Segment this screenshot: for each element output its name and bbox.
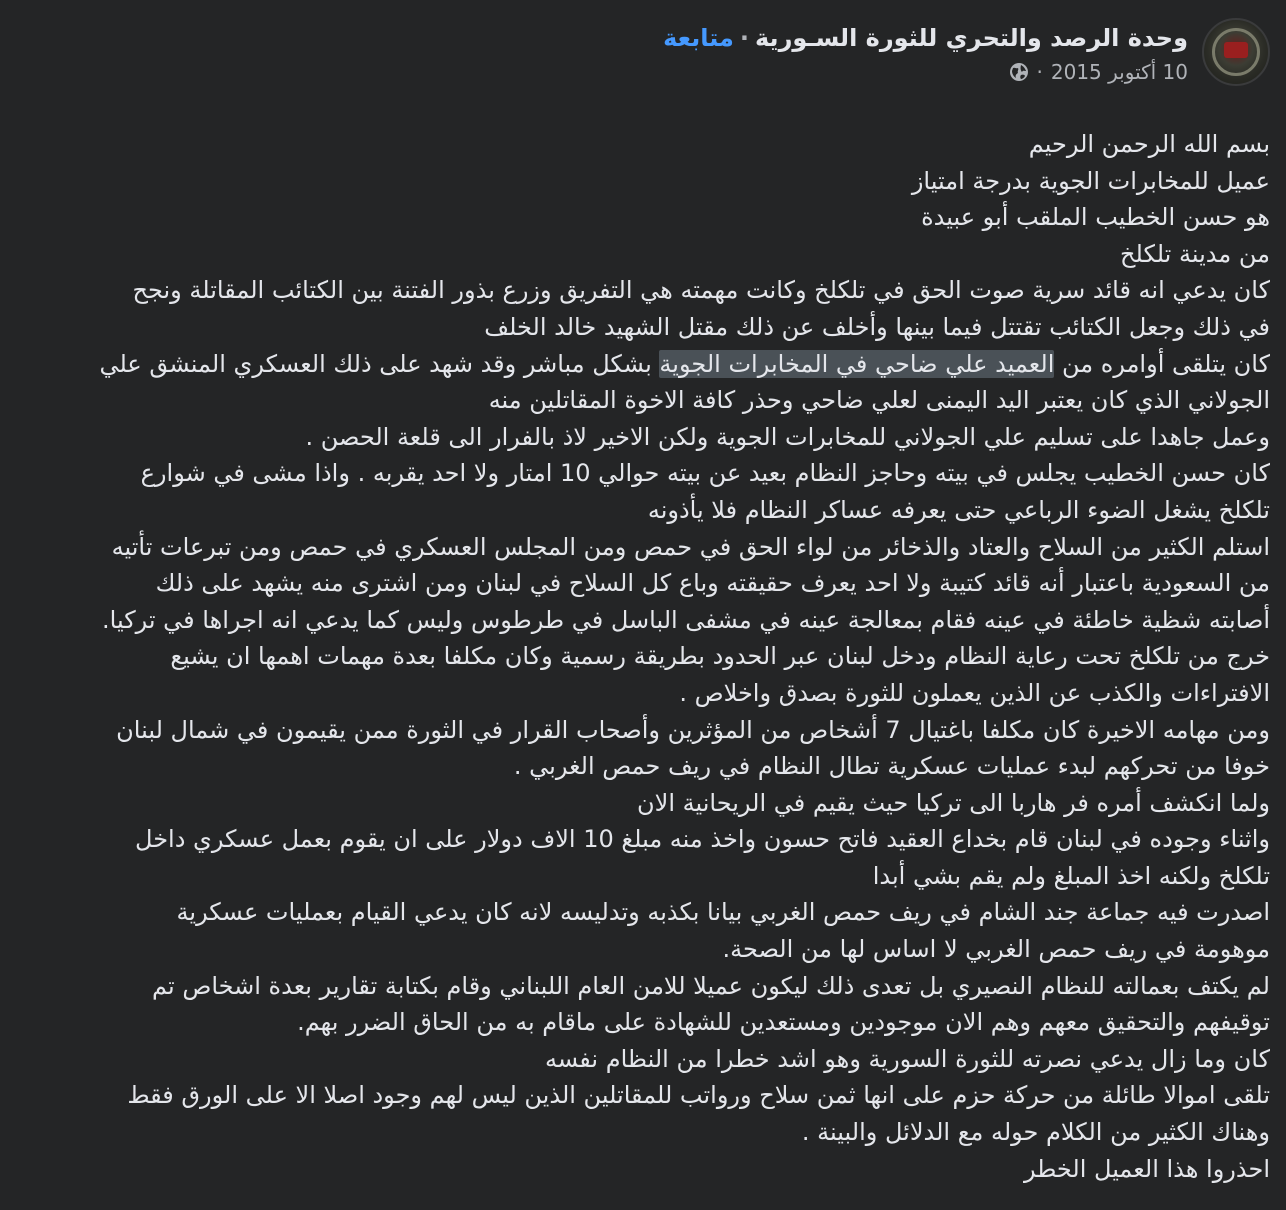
highlighted-text[interactable]: العميد علي ضاحي في المخابرات الجوية	[659, 349, 1055, 378]
post-text-line: واثناء وجوده في لبنان قام بخداع العقيد فاتح حسون واخذ منه مبلغ 10 الاف دولار على ان يقوم بعمل عسكري داخل	[135, 825, 1270, 854]
post-text-line: تلكلخ ولكنه اخذ المبلغ ولم يقم بشي أبدا	[872, 861, 1270, 890]
follow-button[interactable]: متابعة	[663, 24, 734, 52]
post-text-line: عميل للمخابرات الجوية بدرجة امتياز	[911, 166, 1270, 195]
post-text-line: هو حسن الخطيب الملقب أبو عبيدة	[921, 203, 1270, 232]
page-avatar[interactable]	[1202, 18, 1270, 86]
post-text-line: ولما انكشف أمره فر هاربا الى تركيا حيث يقيم في الريحانية الان	[637, 788, 1270, 817]
post-text-line: كان حسن الخطيب يجلس في بيته وحاجز النظام بعيد عن بيته حوالي 10 امتار ولا احد يقربه . واذا مشى في شوارع	[140, 459, 1270, 488]
post-text-line: تلكلخ يشغل الضوء الرباعي حتى يعرفه عساكر النظام فلا يأذونه	[647, 495, 1270, 524]
post-text-line: في ذلك وجعل الكتائب تقتتل فيما بينها وأخلف عن ذلك مقتل الشهيد خالد الخلف	[484, 312, 1270, 341]
line-text-after: بشكل مباشر وقد شهد على ذلك العسكري المنشق علي	[99, 349, 660, 378]
post-text-line: كان يدعي انه قائد سرية صوت الحق في تلكلخ وكانت مهمته هي التفريق وزرع بذور الفتنة بين الكتائب المقاتلة ونجح	[132, 276, 1270, 305]
post-meta	[663, 58, 1188, 86]
header-text	[663, 18, 1188, 86]
post-text-line: كان وما زال يدعي نصرته للثورة السورية وهو اشد خطرا من النظام نفسه	[545, 1044, 1270, 1073]
post-date[interactable]: 10 أكتوبر 2015	[1050, 60, 1188, 84]
post-text-line: وعمل جاهدا على تسليم علي الجولاني للمخابرات الجوية ولكن الاخير لاذ بالفرار الى قلعة الحصن .	[305, 422, 1270, 451]
post-text-line: الافتراءات والكذب عن الذين يعملون للثورة بصدق واخلاص .	[679, 678, 1270, 707]
avatar-emblem	[1224, 42, 1248, 58]
post-header	[16, 18, 1270, 90]
post-body	[30, 126, 1270, 1187]
title-line	[663, 22, 1188, 54]
post-text-line: بسم الله الرحمن الرحيم	[1028, 130, 1270, 158]
post-text-line: ومن مهامه الاخيرة كان مكلفا باغتيال 7 أشخاص من المؤثرين وأصحاب القرار في الثورة ممن يقيمون في شمال لبنان	[116, 715, 1270, 744]
post-text-line: خوفا من تحركهم لبدء عمليات عسكرية تطال النظام في ريف حمص الغربي .	[513, 752, 1270, 781]
post-text-line: من السعودية باعتبار أنه قائد كتيبة ولا احد يعرف حقيقته وباع كل السلاح في لبنان ومن اشترى منه يشهد على ذلك	[155, 569, 1270, 598]
post-text-line: توقيفهم والتحقيق معهم وهم الان موجودين ومستعدين للشهادة على ماقام به من الحاق الضرر بهم.	[297, 1008, 1270, 1037]
post-text-line: موهومة في ريف حمص الغربي لا اساس لها من الصحة.	[722, 935, 1270, 964]
page-name-link[interactable]: وحدة الرصد والتحري للثورة السـورية	[755, 24, 1188, 52]
post-text-line: وهناك الكثير من الكلام حوله مع الدلائل والبينة .	[801, 1118, 1270, 1147]
post-text-line: أصابته شظية خاطئة في عينه فقام بمعالجة عينه في مشفى الباسل في طرطوس وليس كما يدعي انه اجراها في تركيا.	[102, 605, 1270, 634]
post-text-line: اصدرت فيه جماعة جند الشام في ريف حمص الغربي بيانا بكذبه وتدليسه لانه كان يدعي القيام بعمليات عسكرية	[176, 898, 1270, 927]
globe-icon[interactable]	[1009, 62, 1029, 82]
post-text-line: الجولاني الذي كان يعتبر اليد اليمنى لعلي ضاحي وحذر كافة الاخوة المقاتلين منه	[488, 386, 1270, 415]
post-text-line: من مدينة تلكلخ	[1120, 239, 1270, 268]
line-text-before: كان يتلقى أوامره من	[1054, 349, 1270, 378]
post-text-line: استلم الكثير من السلاح والعتاد والذخائر من لواء الحق في حمص ومن المجلس العسكري في حمص ومن تبرعات تأتيه	[111, 532, 1270, 561]
post-text-line: خرج من تلكلخ تحت رعاية النظام ودخل لبنان عبر الحدود بطريقة رسمية وكان مكلفا بعدة مهمات اهمها ان يشيع	[170, 642, 1270, 671]
post-text-line	[30, 346, 1270, 383]
post-text-line: تلقى اموالا طائلة من حركة حزم على انها ثمن سلاح ورواتب للمقاتلين الذين ليس لهم وجود اصلا الا على الورق فقط	[127, 1081, 1270, 1110]
post-text-line: لم يكتف بعمالته للنظام النصيري بل تعدى ذلك ليكون عميلا للامن العام اللبناني وقام بكتابة تقارير بعدة اشخاص تم	[152, 971, 1270, 1000]
post-text-line: احذروا هذا العميل الخطر	[1023, 1154, 1270, 1183]
title-separator: ·	[739, 24, 749, 52]
meta-separator: ·	[1036, 60, 1043, 84]
